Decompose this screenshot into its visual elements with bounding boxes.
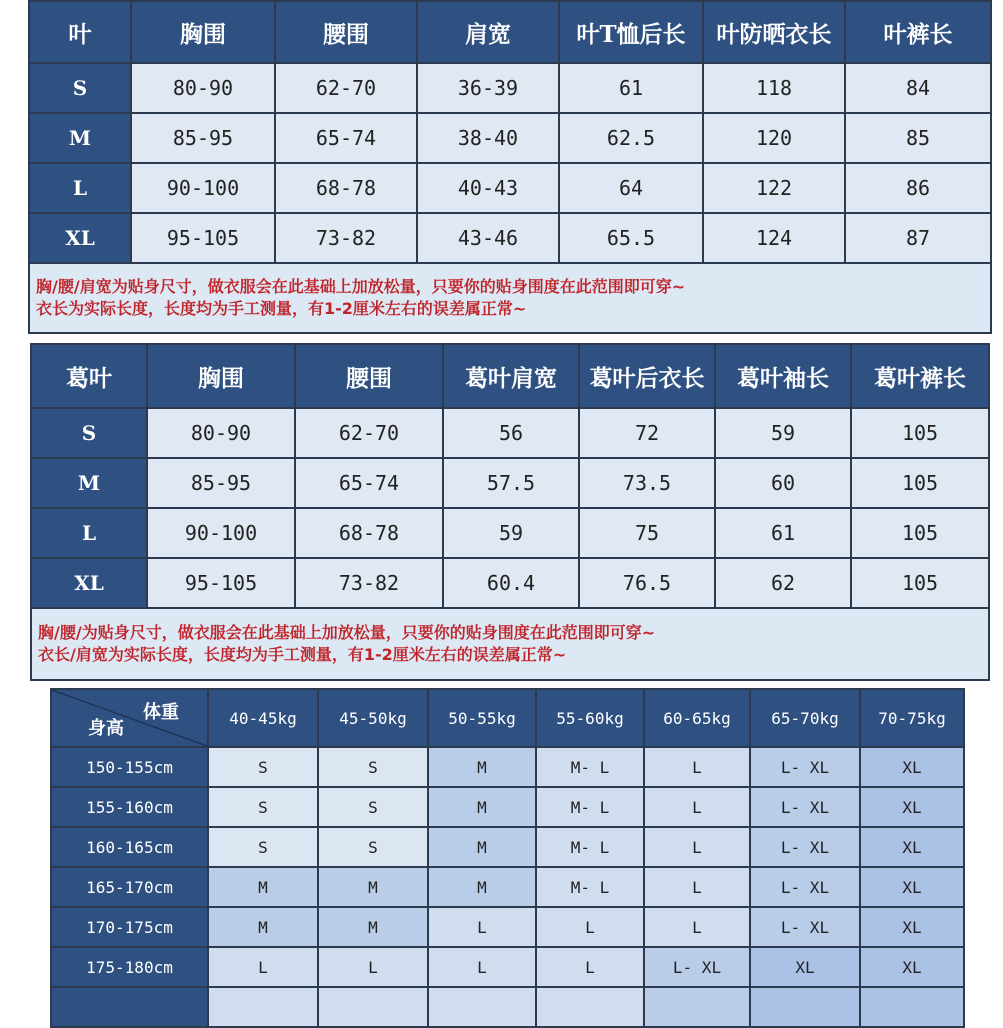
table-cell: 90-100 [131,163,275,213]
table-cell: 122 [703,163,845,213]
size-cell: L [644,907,750,947]
header-cell: 胸围 [131,1,275,63]
table-row [51,827,964,867]
size-cell: L [536,907,644,947]
table-row [31,458,989,508]
table-cell: 68-78 [295,508,443,558]
table-cell: 36-39 [417,63,559,113]
size-cell: S [318,747,428,787]
table-cell: 75 [579,508,715,558]
height-range: 155-160cm [51,787,208,827]
size-cell: XL [860,747,964,787]
note-line: 胸/腰/肩宽为贴身尺寸，做衣服会在此基础上加放松量，只要你的贴身围度在此范围即可穿~ [36,277,686,296]
weight-header: 45-50kg [318,689,428,747]
table-header-row [29,1,991,63]
table-row [29,213,991,263]
table-cell: 105 [851,458,989,508]
table-cell: 85 [845,113,991,163]
header-cell: 葛叶后衣长 [579,344,715,408]
table-cell: 73-82 [275,213,417,263]
size-cell: L [644,787,750,827]
size-table-ye [28,0,992,334]
table-cell: 85-95 [147,458,295,508]
size-cell: M [428,827,536,867]
note-line: 衣长/肩宽为实际长度，长度均为手工测量，有1-2厘米左右的误差属正常~ [38,645,567,664]
table-cell: 56 [443,408,579,458]
size-cell: M [208,867,318,907]
table-row [51,787,964,827]
size-cell: M [428,787,536,827]
size-cell: L- XL [750,827,860,867]
table-cell: 105 [851,408,989,458]
size-cell: M- L [536,747,644,787]
table-cell: 76.5 [579,558,715,608]
table-cell: 65-74 [295,458,443,508]
table-cell: 73.5 [579,458,715,508]
table-cell: 62.5 [559,113,703,163]
size-label: S [31,408,147,458]
table-cell: 120 [703,113,845,163]
table-cell: 59 [443,508,579,558]
table-cell: 80-90 [131,63,275,113]
header-cell: 叶防晒衣长 [703,1,845,63]
table-cell: 95-105 [147,558,295,608]
header-cell: 葛叶袖长 [715,344,851,408]
size-cell: XL [860,827,964,867]
height-label: 身高 [88,718,124,739]
size-cell: XL [860,907,964,947]
size-label: XL [31,558,147,608]
height-weight-size-table [50,688,965,1028]
size-cell [536,987,644,1027]
size-cell: M [318,907,428,947]
size-label: XL [29,213,131,263]
table-row [31,408,989,458]
size-cell: L- XL [750,867,860,907]
size-cell [318,987,428,1027]
size-cell: L [318,947,428,987]
table-cell: 95-105 [131,213,275,263]
size-cell: L- XL [644,947,750,987]
size-cell: L [428,907,536,947]
table-cell: 65.5 [559,213,703,263]
table-cell: 60 [715,458,851,508]
weight-header: 55-60kg [536,689,644,747]
size-cell: S [208,827,318,867]
table-cell: 65-74 [275,113,417,163]
table-cell: 38-40 [417,113,559,163]
size-cell: M [428,747,536,787]
table-cell: 84 [845,63,991,113]
corner-header [51,689,208,747]
table-header-row [51,689,964,747]
header-cell: 叶裤长 [845,1,991,63]
table-cell: 57.5 [443,458,579,508]
table-cell: 105 [851,558,989,608]
height-range: 165-170cm [51,867,208,907]
table-row [29,163,991,213]
weight-header: 65-70kg [750,689,860,747]
table-header-row [31,344,989,408]
size-cell: M [318,867,428,907]
header-cell: 肩宽 [417,1,559,63]
height-range: 170-175cm [51,907,208,947]
header-cell: 葛叶裤长 [851,344,989,408]
table-cell: 62 [715,558,851,608]
size-cell: S [208,747,318,787]
weight-label: 体重 [143,702,179,723]
table-row [29,63,991,113]
size-cell: L [536,947,644,987]
weight-header: 40-45kg [208,689,318,747]
table-row [51,747,964,787]
size-cell: L [644,827,750,867]
size-cell: M- L [536,827,644,867]
header-cell: 腰围 [275,1,417,63]
size-cell: M- L [536,867,644,907]
table-cell: 40-43 [417,163,559,213]
table-cell: 85-95 [131,113,275,163]
diagonal-divider-icon [52,690,207,746]
note-line: 胸/腰/为贴身尺寸，做衣服会在此基础上加放松量，只要你的贴身围度在此范围即可穿~ [38,623,656,642]
height-range: 160-165cm [51,827,208,867]
size-cell: S [318,787,428,827]
size-label: L [31,508,147,558]
size-cell: S [208,787,318,827]
note-line: 衣长为实际长度，长度均为手工测量，有1-2厘米左右的误差属正常~ [36,299,527,318]
table-cell: 61 [715,508,851,558]
size-cell: L- XL [750,787,860,827]
sizing-note [29,263,991,333]
header-cell: 胸围 [147,344,295,408]
height-range [51,987,208,1027]
table-cell: 118 [703,63,845,113]
table-row [31,508,989,558]
table-cell: 62-70 [295,408,443,458]
table-row [31,558,989,608]
size-cell [428,987,536,1027]
table-cell: 86 [845,163,991,213]
table-cell: 72 [579,408,715,458]
weight-header: 70-75kg [860,689,964,747]
table-cell: 68-78 [275,163,417,213]
table-cell: 64 [559,163,703,213]
table-cell: 73-82 [295,558,443,608]
table-cell: 90-100 [147,508,295,558]
size-cell [860,987,964,1027]
size-cell: XL [860,867,964,907]
note-row [31,608,989,680]
size-table-geye [30,343,990,681]
table-cell: 62-70 [275,63,417,113]
size-label: M [31,458,147,508]
size-cell: L [644,747,750,787]
table-cell: 105 [851,508,989,558]
table-row [29,113,991,163]
size-cell: M- L [536,787,644,827]
sizing-note [31,608,989,680]
height-range: 150-155cm [51,747,208,787]
table-cell: 59 [715,408,851,458]
header-cell: 葛叶肩宽 [443,344,579,408]
size-cell: L [644,867,750,907]
size-cell: M [208,907,318,947]
header-cell: 叶T恤后长 [559,1,703,63]
table-cell: 80-90 [147,408,295,458]
table-cell: 61 [559,63,703,113]
header-cell: 葛叶 [31,344,147,408]
header-cell: 腰围 [295,344,443,408]
weight-header: 60-65kg [644,689,750,747]
weight-header: 50-55kg [428,689,536,747]
size-cell [750,987,860,1027]
height-range: 175-180cm [51,947,208,987]
size-cell: XL [860,947,964,987]
size-label: L [29,163,131,213]
note-row [29,263,991,333]
table-cell: 124 [703,213,845,263]
size-cell: L [428,947,536,987]
table-cell: 43-46 [417,213,559,263]
table-row-partial [51,987,964,1027]
table-row [51,947,964,987]
header-cell: 叶 [29,1,131,63]
table-row [51,867,964,907]
table-cell: 87 [845,213,991,263]
size-cell: L- XL [750,747,860,787]
table-row [51,907,964,947]
size-cell: S [318,827,428,867]
size-cell: XL [750,947,860,987]
size-cell: L- XL [750,907,860,947]
table-cell: 60.4 [443,558,579,608]
size-cell [644,987,750,1027]
size-cell [208,987,318,1027]
size-cell: M [428,867,536,907]
size-cell: L [208,947,318,987]
size-label: M [29,113,131,163]
size-label: S [29,63,131,113]
size-cell: XL [860,787,964,827]
